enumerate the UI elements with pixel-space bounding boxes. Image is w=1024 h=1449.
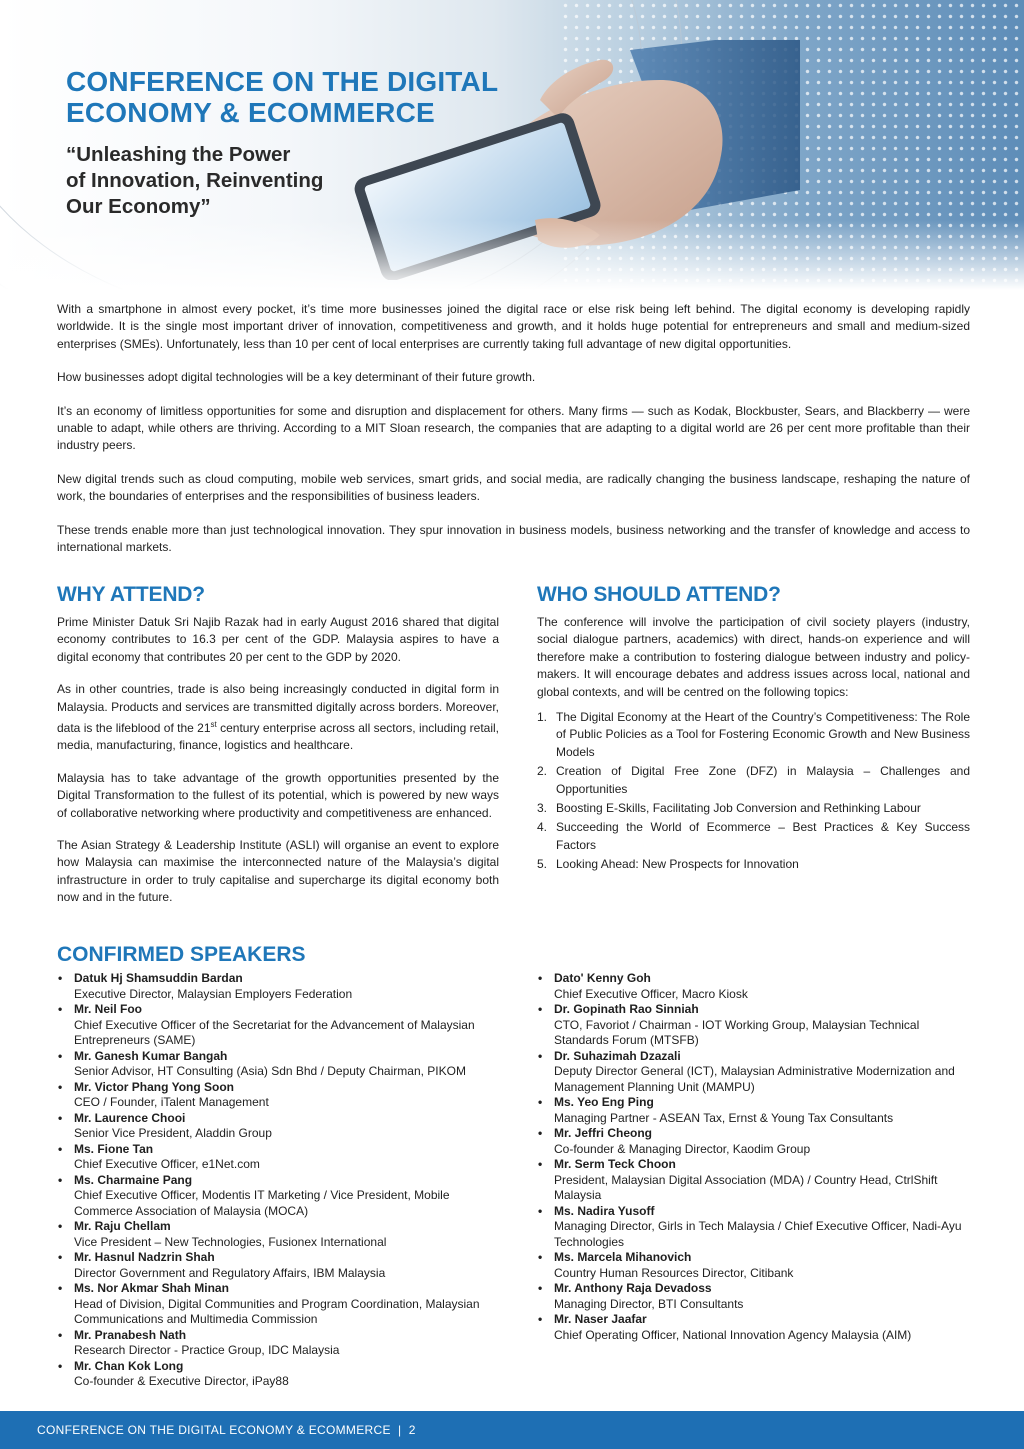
why-attend-heading: WHY ATTEND? xyxy=(57,583,205,606)
speaker-item xyxy=(537,1312,967,1343)
bullet: • xyxy=(538,1203,543,1218)
speaker-name: Mr. Anthony Raja Devadoss xyxy=(554,1281,712,1295)
tagline-line: Our Economy” xyxy=(66,195,211,218)
speaker-item xyxy=(57,971,487,1002)
speaker-role: Chief Executive Officer, Macro Kiosk xyxy=(554,986,748,1001)
bullet: • xyxy=(538,1312,543,1326)
speaker-name: Mr. Hasnul Nadzrin Shah xyxy=(74,1250,215,1264)
speaker-name: Mr. Victor Phang Yong Soon xyxy=(74,1079,235,1094)
bullet: • xyxy=(58,971,63,985)
speaker-name: Mr. Laurence Chooi xyxy=(74,1110,186,1125)
topics-list xyxy=(537,709,970,874)
speaker-item xyxy=(57,1219,487,1250)
superscript: st xyxy=(210,720,217,730)
bullet: • xyxy=(58,1002,63,1016)
speaker-role: Vice President – New Technologies, Fusionex International xyxy=(74,1234,387,1249)
topic-text: Boosting E-Skills, Facilitating Job Conversion and Rethinking Labour xyxy=(556,801,921,816)
speaker-item xyxy=(537,1002,967,1049)
bullet: • xyxy=(538,1281,543,1295)
topic-number: 4. xyxy=(537,820,548,835)
who-should-attend-section xyxy=(537,583,970,876)
speaker-item xyxy=(57,1002,487,1049)
speaker-name: Mr. Chan Kok Long xyxy=(74,1358,184,1373)
speaker-name: Mr. Raju Chellam xyxy=(74,1219,171,1233)
bullet: • xyxy=(58,1172,63,1187)
speaker-name: Ms. Yeo Eng Ping xyxy=(554,1095,654,1109)
topic-text: The Digital Economy at the Heart of the Country’s Competitiveness: The Role of Public Policies as a Tool for Fostering Economic Growth and New Business Models xyxy=(556,710,970,759)
speaker-role: Chief Executive Officer of the Secretariat for the Advancement of Malaysian Entrepreneurs (SAME) xyxy=(74,1017,475,1047)
speaker-name: Ms. Nadira Yusoff xyxy=(554,1203,655,1218)
bullet: • xyxy=(58,1219,63,1233)
why-attend-paragraph xyxy=(57,681,499,755)
topic-item xyxy=(537,709,970,761)
speakers-right-column xyxy=(537,971,967,1343)
bullet: • xyxy=(538,971,543,985)
speaker-role: Managing Partner - ASEAN Tax, Ernst & Young Tax Consultants xyxy=(554,1110,894,1125)
intro-paragraph: How businesses adopt digital technologies will be a key determinant of their future growth. xyxy=(57,370,536,385)
speakers-left-column xyxy=(57,971,487,1390)
topic-number: 1. xyxy=(537,710,548,725)
topic-item xyxy=(537,819,970,854)
speaker-name: Ms. Charmaine Pang xyxy=(74,1172,193,1187)
bullet: • xyxy=(58,1110,63,1125)
speaker-name: Ms. Marcela Mihanovich xyxy=(554,1250,692,1264)
intro-paragraph: New digital trends such as cloud computing, mobile web services, smart grids, and social media, are radically changing the business landscape, reshaping the nature of work, the boundaries of enterprises and the responsibilities of business leaders. xyxy=(57,471,970,504)
conference-title xyxy=(66,66,498,128)
speaker-item xyxy=(57,1250,487,1281)
bullet: • xyxy=(58,1327,63,1342)
bullet: • xyxy=(538,1250,543,1264)
speaker-role: Senior Vice President, Aladdin Group xyxy=(74,1126,272,1140)
speakers-heading: CONFIRMED SPEAKERS xyxy=(57,943,306,966)
speaker-role: CTO, Favoriot / Chairman - IOT Working Group, Malaysian Technical Standards Forum (MTSFB) xyxy=(554,1017,920,1047)
speaker-item xyxy=(57,1049,487,1080)
page-footer xyxy=(0,1411,1024,1449)
speaker-role: Co-founder & Executive Director, iPay88 xyxy=(74,1374,289,1388)
topic-number: 2. xyxy=(537,764,548,779)
bullet: • xyxy=(538,1002,543,1016)
speaker-item xyxy=(537,1049,967,1096)
speaker-item xyxy=(537,1250,967,1281)
speaker-name: Ms. Nor Akmar Shah Minan xyxy=(74,1281,229,1295)
topic-text: Succeeding the World of Ecommerce – Best Practices & Key Success Factors xyxy=(556,820,970,852)
speaker-item xyxy=(537,971,967,1002)
speaker-name: Mr. Naser Jaafar xyxy=(554,1312,647,1326)
who-should-attend-heading: WHO SHOULD ATTEND? xyxy=(537,583,781,606)
bullet: • xyxy=(58,1250,63,1264)
bullet: • xyxy=(538,1126,543,1140)
intro-paragraph: With a smartphone in almost every pocket, it’s time more businesses joined the digital race or else risk being left behind. The digital economy is developing rapidly worldwide. It is the single most important driver of innovation, competitiveness and growth, and it holds huge potential for entrepreneurs and small and medium-sized enterprises (SMEs). Unfortunately, less than 10 per cent of local enterprises are currently taking full advantage of new digital opportunities. xyxy=(57,302,970,351)
speaker-item xyxy=(537,1157,967,1204)
why-attend-paragraph: Prime Minister Datuk Sri Najib Razak had in early August 2016 shared that digital economy contributes to 16.3 per cent of the GDP. Malaysia aspires to have a digital economy that contributes 20 per cent to the GDP by 2020. xyxy=(57,615,499,664)
speaker-role: Senior Advisor, HT Consulting (Asia) Sdn Bhd / Deputy Chairman, PIKOM xyxy=(74,1064,466,1078)
speaker-name: Dr. Suhazimah Dzazali xyxy=(554,1048,681,1063)
why-attend-section xyxy=(57,583,499,922)
hero-fade xyxy=(0,220,1024,290)
speaker-role: Co-founder & Managing Director, Kaodim Group xyxy=(554,1141,811,1156)
speaker-item xyxy=(57,1142,487,1173)
speaker-role: Chief Operating Officer, National Innovation Agency Malaysia (AIM) xyxy=(554,1327,912,1342)
speaker-role: CEO / Founder, iTalent Management xyxy=(74,1095,269,1109)
speaker-item xyxy=(57,1359,487,1390)
bullet: • xyxy=(58,1079,63,1094)
why-attend-paragraph: The Asian Strategy & Leadership Institute (ASLI) will organise an event to explore how Malaysia can maximise the interconnected nature of the Malaysia’s digital infrastructure in order to truly capitalise and supercharge its digital economy both now and in the future. xyxy=(57,838,499,905)
title-line: CONFERENCE ON THE DIGITAL xyxy=(66,66,499,97)
speaker-item xyxy=(57,1080,487,1111)
speaker-role: Deputy Director General (ICT), Malaysian Administrative Modernization and Management Planning Unit (MAMPU) xyxy=(554,1064,955,1094)
speaker-name: Dr. Gopinath Rao Sinniah xyxy=(554,1002,699,1016)
title-line: ECONOMY & ECOMMERCE xyxy=(66,97,435,128)
paragraph-text: As in other countries, trade is also being increasingly conducted in digital form in Malaysia. Products and services are transmitted digitally across borders. Moreover, data is the lifeblood of the 21 xyxy=(57,682,499,736)
speaker-name: Mr. Serm Teck Choon xyxy=(554,1157,676,1171)
topic-item xyxy=(537,763,970,798)
speaker-item xyxy=(57,1173,487,1220)
speaker-role: Managing Director, BTI Consultants xyxy=(554,1296,744,1311)
speaker-name: Ms. Fione Tan xyxy=(74,1141,154,1156)
speaker-role: Chief Executive Officer, Modentis IT Marketing / Vice President, Mobile Commerce Association of Malaysia (MOCA) xyxy=(74,1188,450,1218)
speaker-role: Director Government and Regulatory Affairs, IBM Malaysia xyxy=(74,1265,386,1280)
intro-text xyxy=(57,301,970,572)
speaker-name: Mr. Pranabesh Nath xyxy=(74,1327,187,1342)
speaker-item xyxy=(57,1328,487,1359)
speaker-name: Datuk Hj Shamsuddin Bardan xyxy=(74,971,243,985)
speaker-item xyxy=(537,1204,967,1251)
topic-number: 5. xyxy=(537,857,548,872)
topic-item xyxy=(537,856,970,873)
bullet: • xyxy=(58,1048,63,1063)
speaker-role: President, Malaysian Digital Association (MDA) / Country Head, CtrlShift Malaysia xyxy=(554,1172,938,1202)
speaker-name: Mr. Neil Foo xyxy=(74,1002,143,1016)
intro-paragraph: These trends enable more than just technological innovation. They spur innovation in business models, business networking and the transfer of knowledge and access to international markets. xyxy=(57,522,970,555)
bullet: • xyxy=(58,1141,63,1156)
speaker-item xyxy=(57,1111,487,1142)
speaker-item xyxy=(537,1281,967,1312)
speaker-role: Chief Executive Officer, e1Net.com xyxy=(74,1157,260,1171)
why-attend-paragraph: Malaysia has to take advantage of the growth opportunities presented by the Digital Transformation to the fullest of its potential, which is powered by new ways of collaborative networking where productivity and competitiveness are enhanced. xyxy=(57,770,499,820)
bullet: • xyxy=(538,1095,543,1109)
paragraph-text: century enterprise across all sectors, including retail, media, manufacturing, finance, logistics and healthcare. xyxy=(57,721,500,753)
bullet: • xyxy=(538,1157,543,1171)
who-should-attend-intro: The conference will involve the participation of civil society players (industry, social dialogue partners, academics) with direct, hands-on experience and will therefore make a contribution to fostering dialogue between industry and policy-makers. It will encourage debates and address issues across local, national and global contexts, and will be centred on the following topics: xyxy=(537,615,970,699)
topic-number: 3. xyxy=(537,801,548,816)
bullet: • xyxy=(538,1048,543,1063)
speaker-role: Executive Director, Malaysian Employers Federation xyxy=(74,986,353,1001)
speaker-item xyxy=(57,1281,487,1328)
topic-item xyxy=(537,800,970,817)
tagline-line: of Innovation, Reinventing xyxy=(66,169,324,192)
speaker-name: Mr. Ganesh Kumar Bangah xyxy=(74,1048,228,1063)
speaker-item xyxy=(537,1126,967,1157)
tagline-line: “Unleashing the Power xyxy=(66,143,291,166)
speaker-item xyxy=(537,1095,967,1126)
speaker-name: Mr. Jeffri Cheong xyxy=(554,1126,653,1140)
hero-banner xyxy=(0,0,1024,290)
tagline xyxy=(66,142,323,220)
speaker-role: Head of Division, Digital Communities and Program Coordination, Malaysian Communications and Multimedia Commission xyxy=(74,1296,480,1326)
topic-text: Looking Ahead: New Prospects for Innovation xyxy=(556,857,799,872)
bullet: • xyxy=(58,1281,63,1295)
intro-paragraph: It’s an economy of limitless opportunities for some and disruption and displacement for others. Many firms — such as Kodak, Blockbuster, Sears, and Blackberry — were unable to adapt, while others are thriving. According to a MIT Sloan research, the companies that are adapting to a digital world are 26 per cent more profitable than their industry peers. xyxy=(57,403,970,453)
speaker-role: Research Director - Practice Group, IDC Malaysia xyxy=(74,1343,340,1357)
bullet: • xyxy=(58,1358,63,1373)
speaker-name: Dato' Kenny Goh xyxy=(554,971,651,985)
topic-text: Creation of Digital Free Zone (DFZ) in Malaysia – Challenges and Opportunities xyxy=(556,764,970,796)
footer-text: CONFERENCE ON THE DIGITAL ECONOMY & ECOMMERCE | 2 xyxy=(37,1423,416,1437)
speaker-role: Managing Director, Girls in Tech Malaysia / Chief Executive Officer, Nadi-Ayu Technologies xyxy=(554,1219,962,1249)
speaker-role: Country Human Resources Director, Citibank xyxy=(554,1265,794,1280)
